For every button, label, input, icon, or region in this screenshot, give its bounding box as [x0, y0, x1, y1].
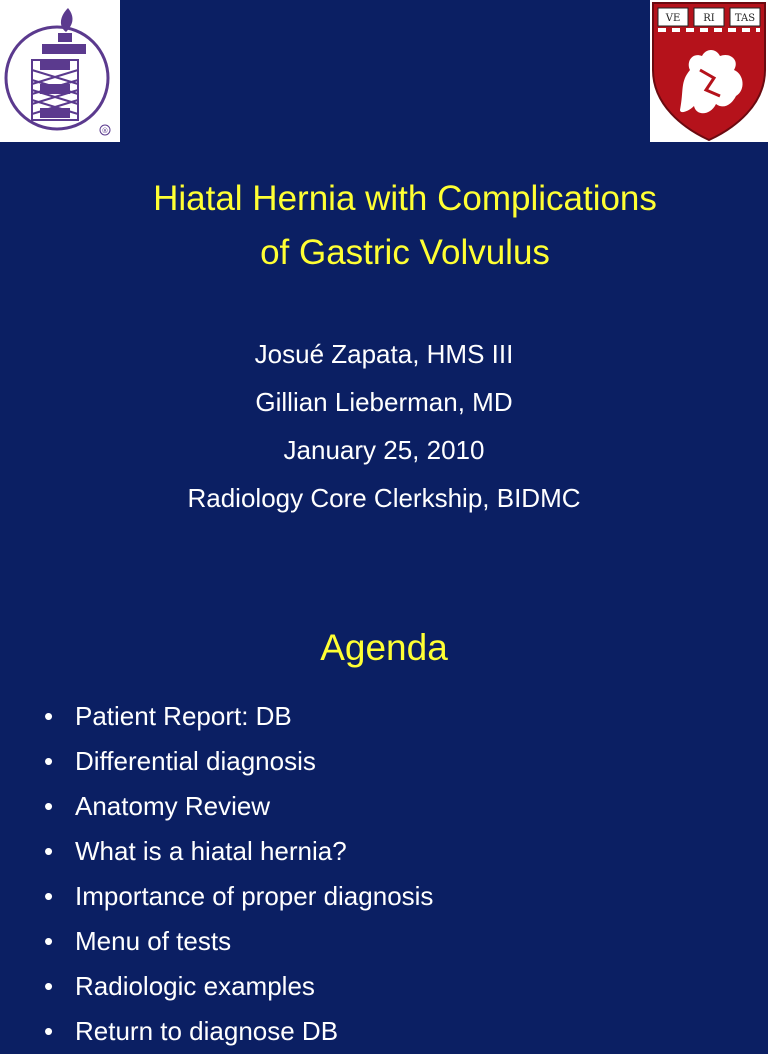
- bullet-icon: •: [44, 926, 54, 956]
- shield-book-ve: VE: [665, 13, 681, 24]
- shield-book-ri: RI: [703, 13, 715, 24]
- agenda-item-text: Radiologic examples: [75, 971, 315, 1001]
- presentation-title: [60, 172, 750, 280]
- clerkship-name: Radiology Core Clerkship, BIDMC: [187, 483, 581, 513]
- agenda-item: [44, 739, 744, 784]
- bullet-icon: •: [44, 881, 54, 911]
- agenda-item-text: What is a hiatal hernia?: [75, 836, 347, 866]
- author-name: Josué Zapata, HMS III: [254, 339, 514, 369]
- agenda-item-text: Patient Report: DB: [75, 701, 292, 731]
- agenda-item: [44, 694, 744, 739]
- supervisor-name: Gillian Lieberman, MD: [255, 387, 513, 417]
- bullet-icon: •: [44, 701, 54, 731]
- title-line: of Gastric Volvulus: [260, 233, 550, 272]
- agenda-item-text: Differential diagnosis: [75, 746, 316, 776]
- author-block: [0, 330, 768, 522]
- agenda-item-text: Importance of proper diagnosis: [75, 881, 434, 911]
- bullet-icon: •: [44, 746, 54, 776]
- agenda-item: [44, 919, 744, 964]
- agenda-item-text: Return to diagnose DB: [75, 1016, 339, 1046]
- veritas-shield-icon: [650, 0, 768, 142]
- agenda-item: [44, 829, 744, 874]
- agenda-title: Agenda: [320, 627, 448, 668]
- agenda-item: [44, 964, 744, 1009]
- agenda-item: [44, 784, 744, 829]
- shield-book-tas: TAS: [734, 13, 756, 24]
- agenda-item: [44, 874, 744, 919]
- bullet-icon: •: [44, 791, 54, 821]
- registered-mark: ®: [101, 127, 109, 135]
- bullet-icon: •: [44, 836, 54, 866]
- bullet-icon: •: [44, 1016, 54, 1046]
- agenda-item: [44, 1009, 744, 1054]
- agenda-slide: [0, 590, 768, 1046]
- bullet-icon: •: [44, 971, 54, 1001]
- academy-torch-logo-icon: [0, 0, 120, 142]
- presentation-date: January 25, 2010: [283, 435, 485, 465]
- agenda-item-text: Anatomy Review: [75, 791, 271, 821]
- title-line: Hiatal Hernia with Complications: [153, 179, 657, 218]
- agenda-item-text: Menu of tests: [75, 926, 232, 956]
- agenda-list: [44, 694, 744, 1054]
